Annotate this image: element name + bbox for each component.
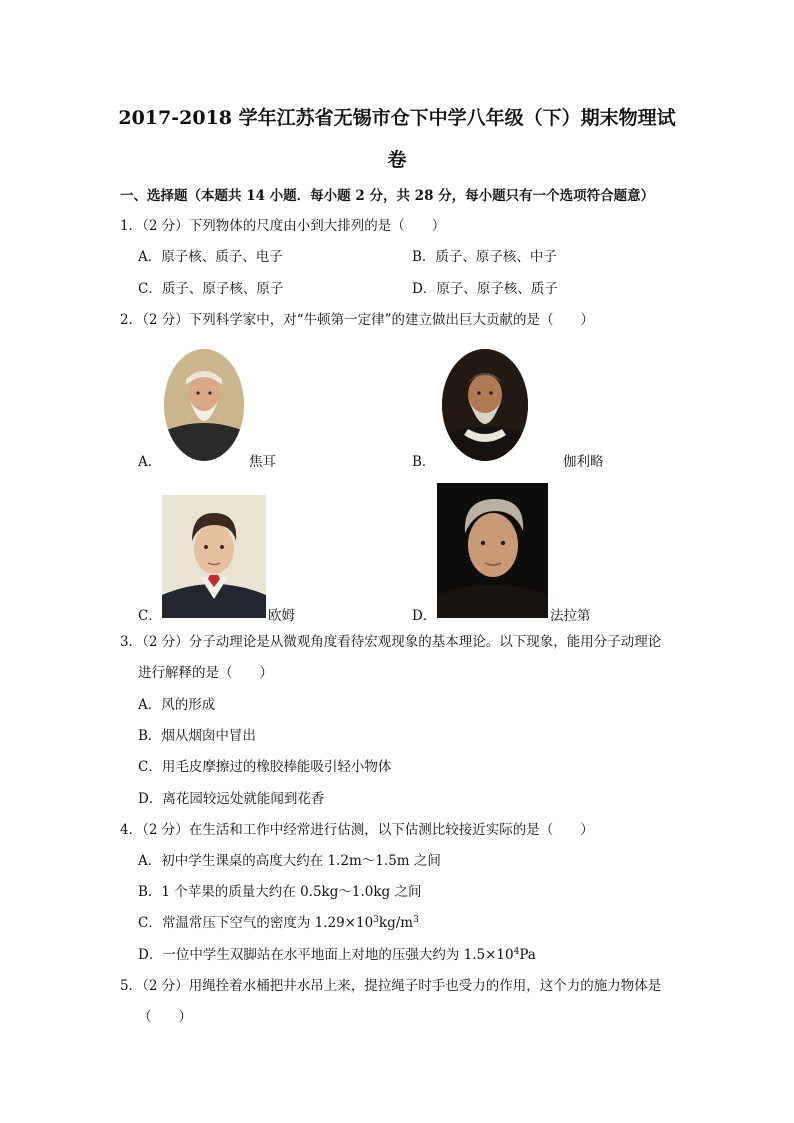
galileo-portrait-image: [442, 349, 528, 461]
question-4-option-c: [138, 913, 419, 933]
question-2-option-a-name: 焦耳: [249, 454, 276, 470]
question-2-option-c-letter: C．: [138, 608, 162, 624]
joule-portrait-image: [164, 349, 244, 461]
question-3-option-a: A．风的形成: [138, 697, 216, 713]
question-3-option-d: D．离花园较远处就能闻到花香: [138, 791, 325, 807]
question-1-option-d: D．原子、原子核、质子: [412, 281, 558, 297]
question-2-option-a-letter: A．: [138, 454, 162, 470]
ohm-portrait-image: [162, 495, 266, 618]
question-4-option-b: B．1 个苹果的质量大约在 0.5kg～1.0kg 之间: [138, 884, 422, 900]
question-4-option-d-unit: Pa: [519, 947, 536, 963]
faraday-portrait-image: [437, 483, 548, 618]
question-4-option-d-exponent: 4: [513, 947, 520, 957]
question-4-option-c-unit: kg/m: [378, 915, 414, 931]
page-title: 2017-2018 学年江苏省无锡市仓下中学八年级（下）期末物理试: [118, 107, 676, 129]
question-3-stem-continued: 进行解释的是（ ）: [138, 665, 273, 681]
question-1-option-b: B．质子、原子核、中子: [412, 249, 557, 265]
question-4-option-c-text: C．常温常压下空气的密度为 1.29×10: [138, 915, 374, 931]
question-4-option-d: [138, 945, 536, 965]
question-3-option-b: B．烟从烟囱中冒出: [138, 728, 256, 744]
question-1-option-c: C．质子、原子核、原子: [138, 281, 284, 297]
question-5-answer-paren: （ ）: [138, 1009, 192, 1025]
question-5-stem: 5．（2 分）用绳拴着水桶把井水吊上来，提拉绳子时手也受力的作用，这个力的施力物体是: [120, 978, 662, 994]
question-4-option-c-exponent: 3: [373, 915, 379, 925]
question-4-option-a: A．初中学生课桌的高度大约在 1.2m～1.5m 之间: [138, 853, 441, 869]
question-2-option-b-name: 伽利略: [563, 454, 604, 470]
question-1-stem: 1．（2 分）下列物体的尺度由小到大排列的是（ ）: [120, 218, 446, 234]
page-title-continued: 卷: [387, 149, 407, 171]
question-4-option-d-text: D．一位中学生双脚站在水平地面上对地的压强大约为 1.5×10: [138, 947, 514, 963]
question-2-stem: 2．（2 分）下列科学家中，对“牛顿第一定律”的建立做出巨大贡献的是（ ）: [120, 312, 595, 328]
section-heading: 一、选择题（本题共 14 小题．每小题 2 分，共 28 分，每小题只有一个选项符合题意）: [120, 188, 655, 204]
question-2-option-d-name: 法拉第: [550, 608, 591, 624]
question-3-stem: 3．（2 分）分子动理论是从微观角度看待宏观现象的基本理论。以下现象，能用分子动理论: [120, 634, 662, 650]
question-3-option-c: C．用毛皮摩擦过的橡胶棒能吸引轻小物体: [138, 759, 392, 775]
question-2-option-b-letter: B．: [412, 454, 436, 470]
question-4-option-c-unit-exponent: 3: [413, 915, 419, 925]
question-1-option-a: A．原子核、质子、电子: [138, 249, 283, 265]
question-4-stem: 4．（2 分）在生活和工作中经常进行估测，以下估测比较接近实际的是（ ）: [120, 822, 594, 838]
question-2-option-d-letter: D．: [412, 608, 437, 624]
question-2-option-c-name: 欧姆: [268, 608, 295, 624]
